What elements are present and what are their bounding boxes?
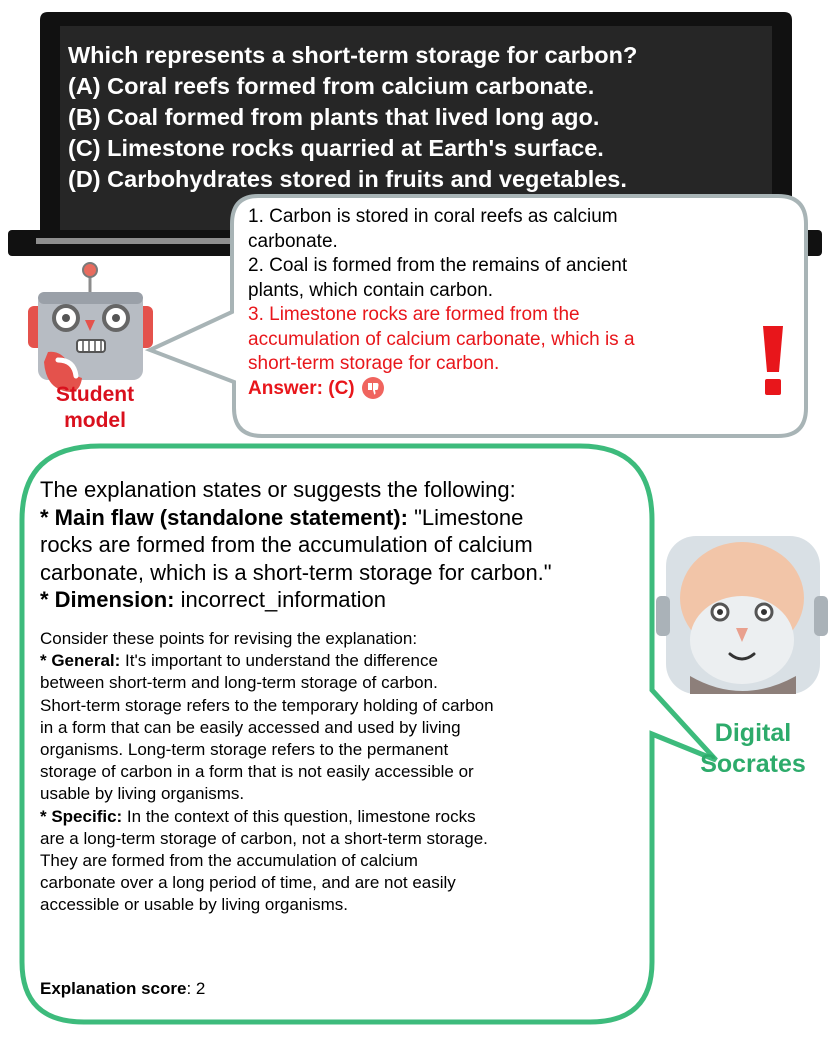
specific-key: * Specific: xyxy=(40,806,123,826)
revise-intro: Consider these points for revising the explanation: xyxy=(40,629,418,648)
general-line: between short-term and long-term storage of carbon. xyxy=(40,673,438,693)
socrates-label-line: Digital xyxy=(714,719,792,747)
main-flaw-key: * Main flaw (standalone statement): xyxy=(40,504,408,530)
general-line: organisms. Long-term storage refers to the permanent xyxy=(40,740,449,760)
student-step-line: 2. Coal is formed from the remains of ancient xyxy=(248,255,628,276)
general-key: * General: xyxy=(40,651,121,671)
specific-line: carbonate over a long period of time, and are not easily xyxy=(40,873,456,893)
general-line: storage of carbon in a form that is not easily accessible or xyxy=(40,762,474,782)
score-key: Explanation score xyxy=(40,979,187,998)
digital-socrates-label xyxy=(688,718,818,780)
socrates-robot-icon xyxy=(656,536,828,694)
general-line: usable by living organisms. xyxy=(40,784,245,804)
student-explanation xyxy=(248,205,768,401)
flagged-step-line: short-term storage for carbon. xyxy=(248,353,500,374)
specific-text: In the context of this question, limestone rocks xyxy=(122,806,476,826)
score-value: : 2 xyxy=(186,979,206,998)
dimension-key: * Dimension: xyxy=(40,587,175,612)
student-label-line: model xyxy=(64,409,126,432)
socrates-label-line: Socrates xyxy=(700,750,806,778)
option-c: (C) Limestone rocks quarried at Earth's surface. xyxy=(68,135,604,161)
general-line: Short-term storage refers to the temporary holding of carbon xyxy=(40,695,494,715)
explanation-score xyxy=(40,978,440,1000)
critique-intro: The explanation states or suggests the following: xyxy=(40,477,516,502)
critique-summary xyxy=(40,476,620,614)
critique-details xyxy=(40,628,620,917)
student-step-line: carbonate. xyxy=(248,230,338,252)
student-label-line: Student xyxy=(55,383,135,406)
question-text xyxy=(68,40,768,195)
specific-line: accessible or usable by living organisms. xyxy=(40,895,349,915)
main-flaw-line: rocks are formed from the accumulation of calcium xyxy=(40,532,533,557)
flagged-step-line: accumulation of calcium carbonate, which is a xyxy=(248,328,635,350)
student-model-label xyxy=(30,382,160,434)
student-step-line: plants, which contain carbon. xyxy=(248,279,494,301)
student-answer-text: Answer: (C) xyxy=(248,377,355,399)
general-line: in a form that can be easily accessed and used by living xyxy=(40,717,461,737)
option-b: (B) Coal formed from plants that lived long ago. xyxy=(68,104,600,130)
robot-icon xyxy=(28,263,153,392)
student-answer xyxy=(248,377,768,402)
main-flaw-line: carbonate, which is a short-term storage for carbon." xyxy=(40,559,552,585)
specific-line: They are formed from the accumulation of calcium xyxy=(40,851,418,871)
dimension-line xyxy=(40,586,620,614)
option-a: (A) Coral reefs formed from calcium carbonate. xyxy=(68,73,595,99)
general-line xyxy=(40,650,620,672)
specific-line xyxy=(40,806,620,828)
dimension-value: incorrect_information xyxy=(174,587,387,612)
thumbs-down-icon xyxy=(362,377,384,399)
student-step-line: 1. Carbon is stored in coral reefs as calcium xyxy=(248,206,618,227)
main-flaw-line xyxy=(40,504,620,532)
flagged-step-line: 3. Limestone rocks are formed from the xyxy=(248,304,580,325)
specific-line: are a long-term storage of carbon, not a short-term storage. xyxy=(40,828,488,848)
option-d: (D) Carbohydrates stored in fruits and vegetables. xyxy=(68,166,627,192)
question-stem: Which represents a short-term storage for carbon? xyxy=(68,42,638,68)
main-flaw-value: "Limestone xyxy=(407,504,524,530)
general-text: It's important to understand the difference xyxy=(120,651,438,671)
